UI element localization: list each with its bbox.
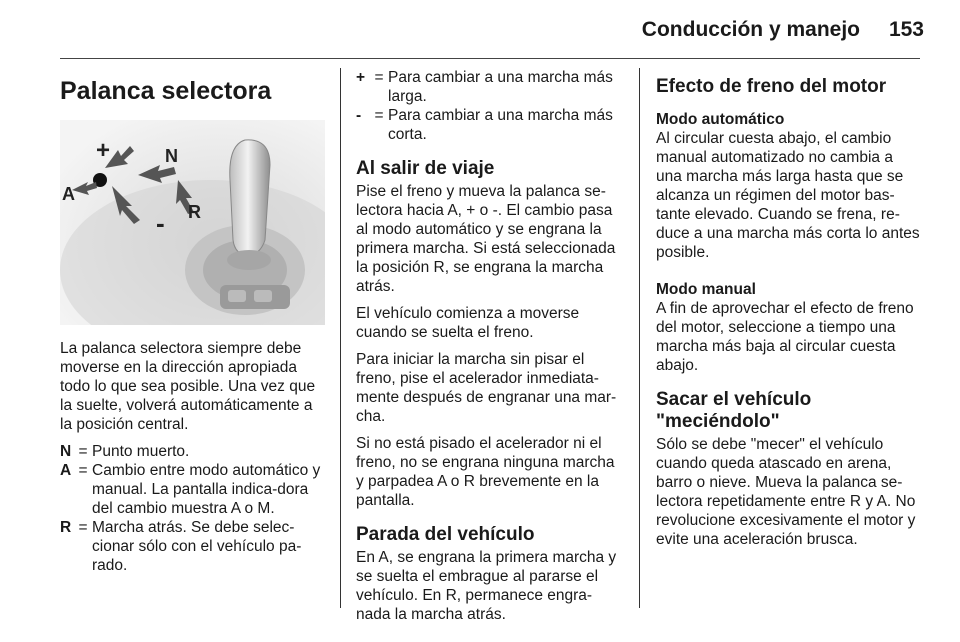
definition-text: Para cambiar a una marcha más larga. xyxy=(388,69,613,105)
paragraph: Sólo se debe "mecer" el vehículo cuando queda atascado en arena, barro o nieve. Mueva la palanca se-lectora repetidamente entre R y A. No revolucione excesivamente el motor y evite una aceleración brusca. xyxy=(656,436,916,548)
paragraph: En A, se engrana la primera marcha y se suelta el embrague al pararse el vehículo. En R, permanece engra-nada la marcha atrás. xyxy=(356,549,617,623)
column-divider xyxy=(639,68,640,608)
chapter-title: Conducción y manejo xyxy=(641,18,860,41)
subheading-manual-mode: Modo manual xyxy=(656,281,756,298)
section-heading-selector-lever: Palanca selectora xyxy=(60,77,272,105)
column-1 xyxy=(60,76,325,579)
selector-lever-figure xyxy=(60,120,325,325)
definition-key: + xyxy=(356,69,366,86)
definition-equals: = xyxy=(374,107,384,124)
column-3 xyxy=(656,68,922,557)
definition-key: - xyxy=(356,107,362,124)
definition-item xyxy=(60,442,325,461)
definition-equals: = xyxy=(78,443,88,460)
definition-key: N xyxy=(60,443,72,460)
page-number: 153 xyxy=(888,18,924,41)
spacer xyxy=(656,100,922,110)
header-divider xyxy=(60,58,920,59)
definition-key: A xyxy=(60,462,72,479)
figure-label-plus: + xyxy=(96,137,111,164)
intro-paragraph: La palanca selectora siempre debe moverse en la dirección apropiada todo lo que sea posible. Una vez que la suelte, volverá automáticamente a la posición central. xyxy=(60,340,316,433)
definition-text: Para cambiar a una marcha más corta. xyxy=(388,107,613,143)
definition-equals: = xyxy=(78,519,88,536)
definition-item xyxy=(356,68,622,106)
figure-label-a: A xyxy=(62,184,75,204)
definition-item xyxy=(60,518,325,575)
figure-label-n: N xyxy=(165,146,178,166)
column-divider xyxy=(340,68,341,608)
section-heading-stopping: Parada del vehículo xyxy=(356,524,535,545)
paragraph: A fin de aprovechar el efecto de freno del motor, seleccione a tiempo una marcha más baja al circular cuesta abajo. xyxy=(656,300,914,374)
definition-text: Marcha atrás. Se debe selec-cionar sólo con el vehículo pa-rado. xyxy=(92,519,302,574)
definition-text: Punto muerto. xyxy=(92,443,190,460)
paragraph: El vehículo comienza a moverse cuando se suelta el freno. xyxy=(356,305,580,341)
section-heading-rocking: Sacar el vehículo "meciéndolo" xyxy=(656,389,812,432)
column-2 xyxy=(356,68,622,632)
definition-text: Cambio entre modo automático y manual. La pantalla indica-dora del cambio muestra A o M. xyxy=(92,462,321,517)
definition-equals: = xyxy=(374,69,384,86)
definition-item xyxy=(60,461,325,518)
definition-item xyxy=(356,106,622,144)
figure-label-minus: - xyxy=(156,208,165,238)
paragraph: Para iniciar la marcha sin pisar el freno, pise el acelerador inmediata-mente después de engranar una mar-cha. xyxy=(356,351,617,425)
paragraph: Pise el freno y mueva la palanca se-lectora hacia A, + o -. El cambio pasa al modo automático y se engrana la primera marcha. Si está seleccionada la posición R, se engrana la marcha atrás. xyxy=(356,183,616,295)
spacer xyxy=(656,270,922,280)
section-heading-starting: Al salir de viaje xyxy=(356,158,495,179)
paragraph: Si no está pisado el acelerador ni el freno, no se engrana ninguna marcha y parpadea A o R brevemente en la pantalla. xyxy=(356,435,615,509)
definition-list xyxy=(60,442,325,575)
definition-list xyxy=(356,68,622,144)
definition-equals: = xyxy=(78,462,88,479)
section-heading-engine-braking: Efecto de freno del motor xyxy=(656,76,887,97)
figure-label-r: R xyxy=(188,202,201,222)
selector-lever-illustration xyxy=(60,120,325,325)
definition-key: R xyxy=(60,519,72,536)
subheading-automatic-mode: Modo automático xyxy=(656,111,785,128)
paragraph: Al circular cuesta abajo, el cambio manual automatizado no cambia a una marcha más larga hasta que se alcanza un régimen del motor bas-tante elevado. Cuando se frena, re-duce a una marcha más corta lo antes posible. xyxy=(656,130,920,261)
